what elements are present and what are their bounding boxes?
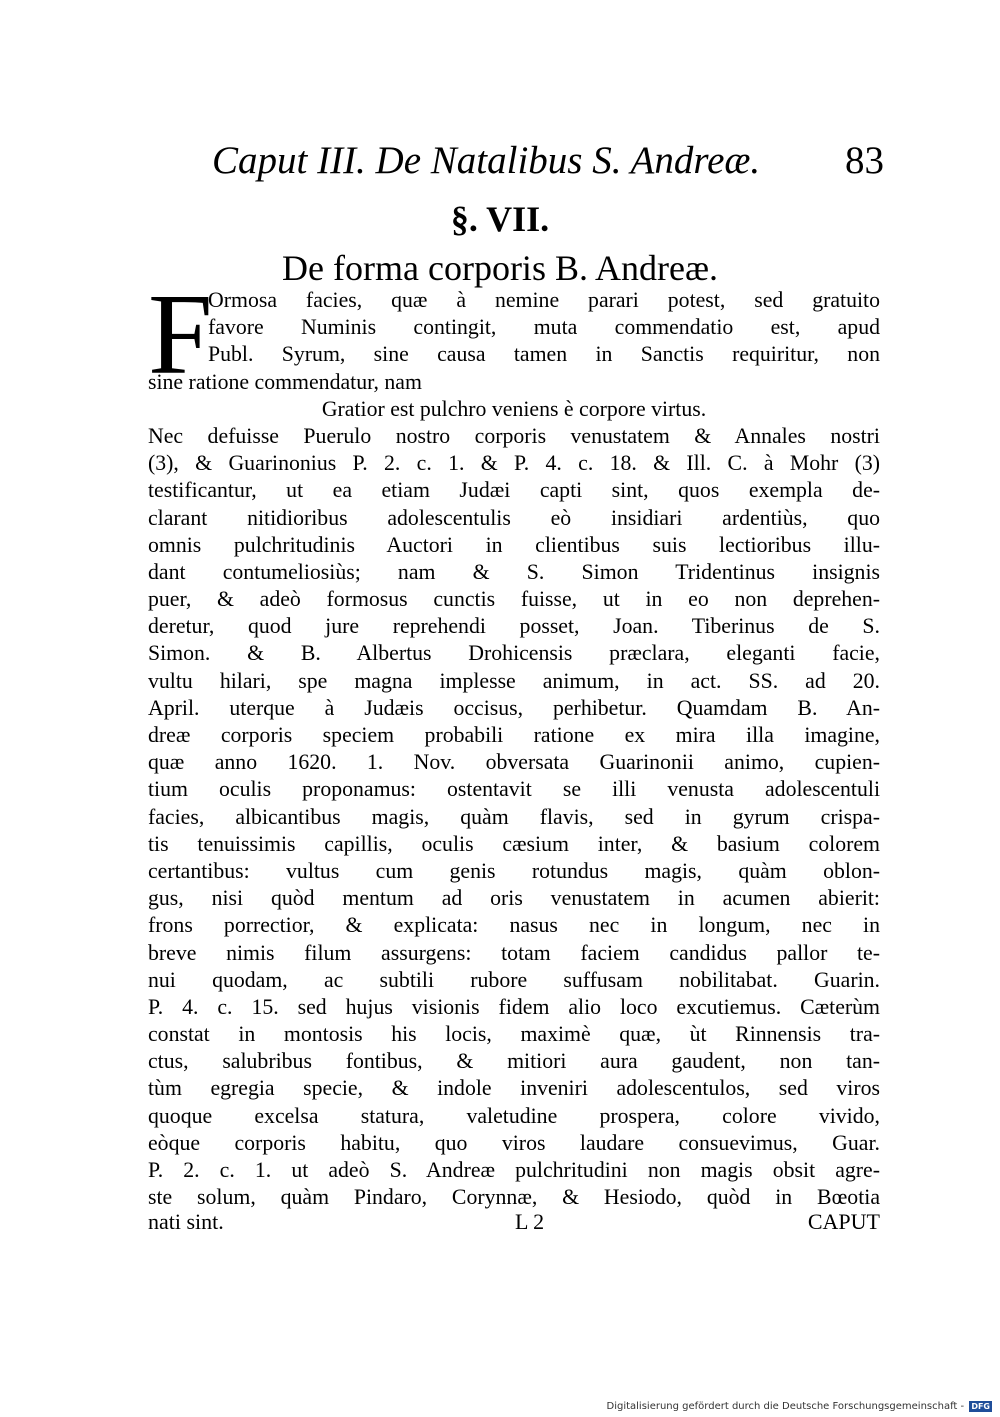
running-header — [212, 136, 884, 186]
body-text — [148, 287, 880, 1211]
dfg-logo: DFG — [971, 1402, 990, 1411]
text-line: favore Numinis contingit, muta commendatio est, apud — [208, 315, 880, 340]
text-line: tùm egregia specie, & indole inveniri adolescentulos, sed viros — [148, 1076, 880, 1101]
text-line: dant contumeliosiùs; nam & S. Simon Tridentinus insignis — [148, 559, 880, 584]
digitization-credit — [607, 1401, 993, 1412]
text-line: testificantur, ut ea etiam Judæi capti sint, quos exempla de- — [148, 478, 880, 503]
page-footer — [148, 1207, 880, 1237]
text-line: P. 2. c. 1. ut adeò S. Andreæ pulchritudini non magis obsit agre- — [148, 1158, 880, 1182]
text-line: frons porrectior, & explicata: nasus nec in longum, nec in — [148, 913, 880, 938]
last-words: nati sint. — [148, 1209, 224, 1234]
text-line: Ormosa facies, quæ à nemine parari potest, sed gratuito — [208, 288, 880, 312]
text-line: breve nimis filum assurgens: totam faciem candidus pallor te- — [148, 940, 880, 965]
text-line: P. 4. c. 15. sed hujus visionis fidem alio loco excutiemus. Cæterùm — [148, 994, 880, 1019]
text-line: ste solum, quàm Pindaro, Corynnæ, & Hesiodo, quòd in Bœotia — [148, 1185, 880, 1210]
signature-mark: L 2 — [515, 1209, 545, 1234]
text-line: Simon. & B. Albertus Drohicensis præclara, eleganti facie, — [148, 641, 880, 666]
text-line: sine ratione commendatur, nam — [148, 369, 422, 394]
credit-text: Digitalisierung gefördert durch die Deutsche Forschungsgemeinschaft - — [606, 1401, 965, 1412]
text-line: eòque corporis habitu, quo viros laudare consuevimus, Guar. — [148, 1130, 880, 1155]
text-line: clarant nitidioribus adolescentulis eò insidiari ardentiùs, quo — [148, 505, 880, 530]
text-line: vultu hilari, spe magna implesse animum, in act. SS. ad 20. — [148, 668, 880, 693]
section-number: §. VII. — [450, 199, 550, 239]
text-line: deretur, quod jure reprehendi posset, Joan. Tiberinus de S. — [148, 614, 880, 639]
text-line: quæ anno 1620. 1. Nov. obversata Guarinonii animo, cupien- — [148, 750, 880, 775]
text-line: facies, albicantibus magis, quàm flavis, sed in gyrum crispa- — [148, 804, 880, 829]
drop-capital: F — [148, 271, 213, 399]
text-line: ctus, salubribus fontibus, & mitiori aura gaudent, non tan- — [148, 1049, 880, 1074]
text-line: nui quodam, ac subtili rubore suffusam nobilitabat. Guarin. — [148, 967, 880, 992]
text-line: Nec defuisse Puerulo nostro corporis venustatem & Annales nostri — [148, 423, 880, 448]
text-line: Publ. Syrum, sine causa tamen in Sanctis requiritur, non — [208, 342, 880, 367]
text-line: (3), & Guarinonius P. 2. c. 1. & P. 4. c. 18. & Ill. C. à Mohr (3) — [148, 451, 880, 476]
text-line: certantibus: vultus cum genis rotundus magis, quàm oblon- — [148, 858, 880, 883]
text-line: puer, & adeò formosus cunctis fuisse, ut in eo non deprehen- — [148, 587, 880, 612]
verse-line: Gratior est pulchro veniens è corpore virtus. — [321, 396, 707, 421]
text-line: constat in montosis his locis, maximè quæ, ùt Rinnensis tra- — [148, 1022, 880, 1047]
text-line: gus, nisi quòd mentum ad oris venustatem in acumen abierit: — [148, 886, 880, 911]
text-line: dreæ corporis speciem probabili ratione ex mira illa imagine, — [148, 723, 880, 747]
running-title: Caput III. De Natalibus S. Andreæ. — [212, 139, 761, 182]
catchword: CAPUT — [807, 1209, 880, 1234]
text-line: tis tenuissimis capillis, oculis cæsium inter, & basium colorem — [148, 831, 880, 856]
page-number: 83 — [845, 139, 884, 182]
text-line: tium oculis proponamus: ostentavit se illi venusta adolescentuli — [148, 777, 880, 802]
text-line: April. uterque à Judæis occisus, perhibetur. Quamdam B. An- — [148, 695, 880, 720]
text-line: quoque excelsa statura, valetudine prospera, colore vivido, — [148, 1103, 880, 1128]
text-line: omnis pulchritudinis Auctori in clientibus suis lectioribus illu- — [148, 532, 880, 557]
section-title: De forma corporis B. Andreæ. — [282, 248, 718, 288]
